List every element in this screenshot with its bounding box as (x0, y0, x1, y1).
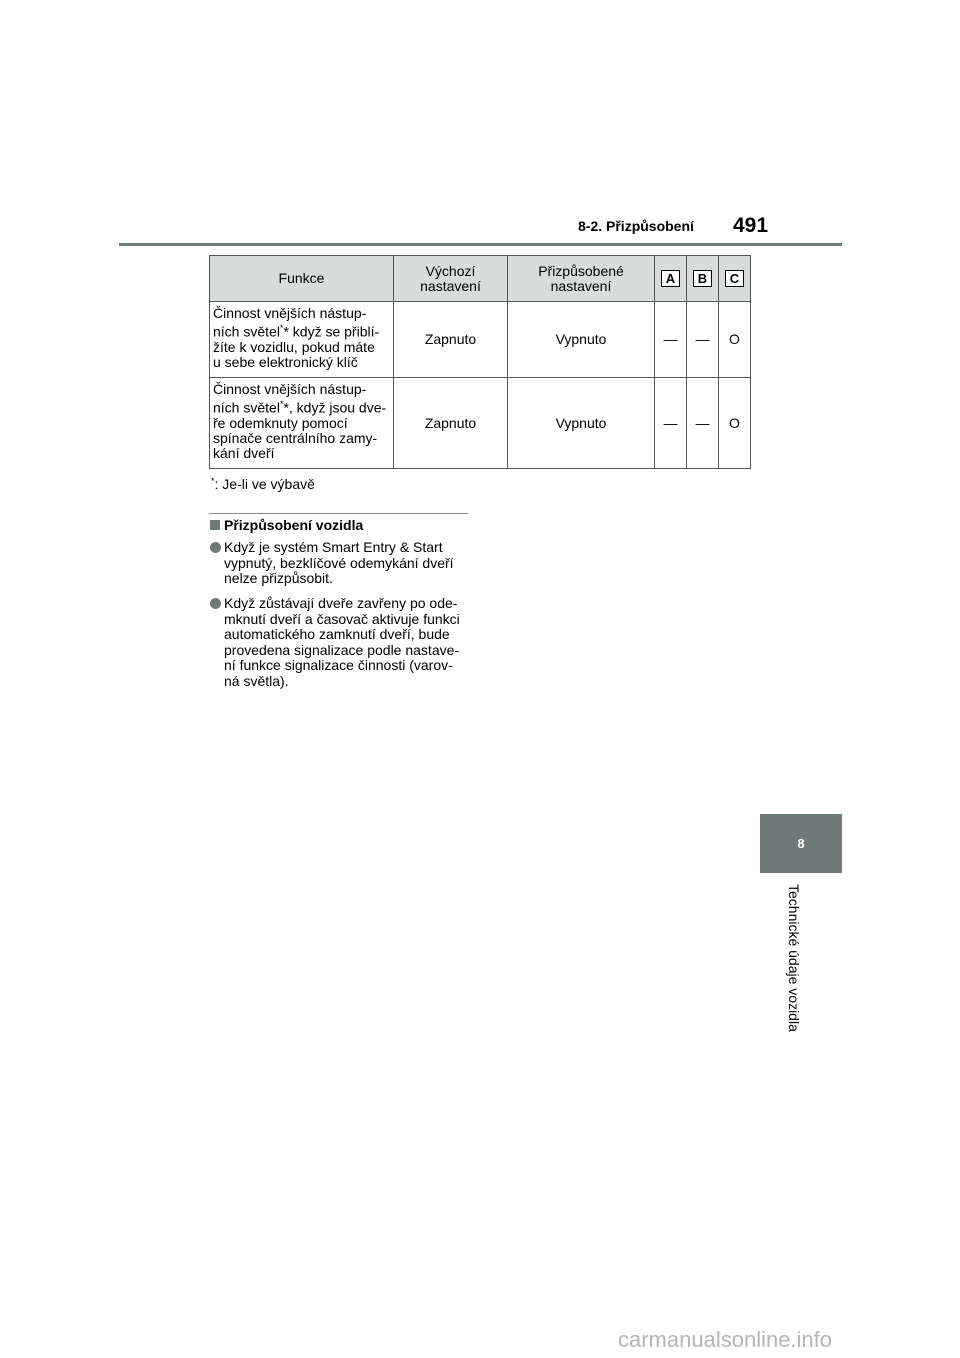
row-c: O (719, 378, 751, 469)
running-header-section: 8-2. Přizpůsobení (578, 218, 694, 234)
row-function: Činnost vnějších nástup- ních světel** když se přiblí- žíte k vozidlu, pokud máte u sebe elektronický klíč (210, 302, 394, 378)
row-a: — (655, 378, 687, 469)
header-default: Výchozí nastavení (394, 256, 508, 302)
watermark: carmanualsonline.info (618, 1327, 833, 1352)
chapter-title: Technické údaje vozidla (786, 884, 802, 1032)
row-default: Zapnuto (394, 302, 508, 378)
header-col-a (655, 256, 687, 302)
header-col-c (719, 256, 751, 302)
row-function: Činnost vnějších nástup- ních světel**, když jsou dve- ře odemknuty pomocí spínače centrálního zamy- kání dveří (210, 378, 394, 469)
list-item: Když zůstávají dveře zavřeny po ode- mknutí dveří a časovač aktivuje funkci automatického zamknutí dveří, bude provedena signalizace podle nastave- ní funkce signalizace činnosti (varov- ná světla). (210, 596, 472, 689)
row-a: — (655, 302, 687, 378)
header-col-b (687, 256, 719, 302)
row-b: — (687, 378, 719, 469)
row-default: Zapnuto (394, 378, 508, 469)
badge-c-icon: C (725, 270, 744, 287)
table-header-row (210, 256, 751, 302)
badge-b-icon: B (693, 270, 712, 287)
row-custom: Vypnuto (508, 302, 655, 378)
section-title: Přizpůsobení vozidla (210, 517, 363, 533)
header-function: Funkce (210, 256, 394, 302)
badge-a-icon: A (661, 270, 680, 287)
circle-bullet-icon (210, 542, 221, 553)
header-custom: Přizpůsobené nastavení (508, 256, 655, 302)
header-divider (119, 243, 842, 246)
row-c: O (719, 302, 751, 378)
footnote: *: Je-li ve výbavě (211, 476, 315, 492)
table-row (210, 302, 751, 378)
chapter-tab: 8 (760, 814, 842, 873)
page-number: 491 (733, 214, 769, 237)
table-row (210, 378, 751, 469)
square-bullet-icon (210, 520, 220, 530)
list-item: Když je systém Smart Entry & Start vypnutý, bezklíčové odemykání dveří nelze přizpůsobit. (210, 540, 472, 587)
row-b: — (687, 302, 719, 378)
section-divider (209, 513, 468, 514)
circle-bullet-icon (210, 598, 221, 609)
settings-table (209, 255, 751, 469)
row-custom: Vypnuto (508, 378, 655, 469)
